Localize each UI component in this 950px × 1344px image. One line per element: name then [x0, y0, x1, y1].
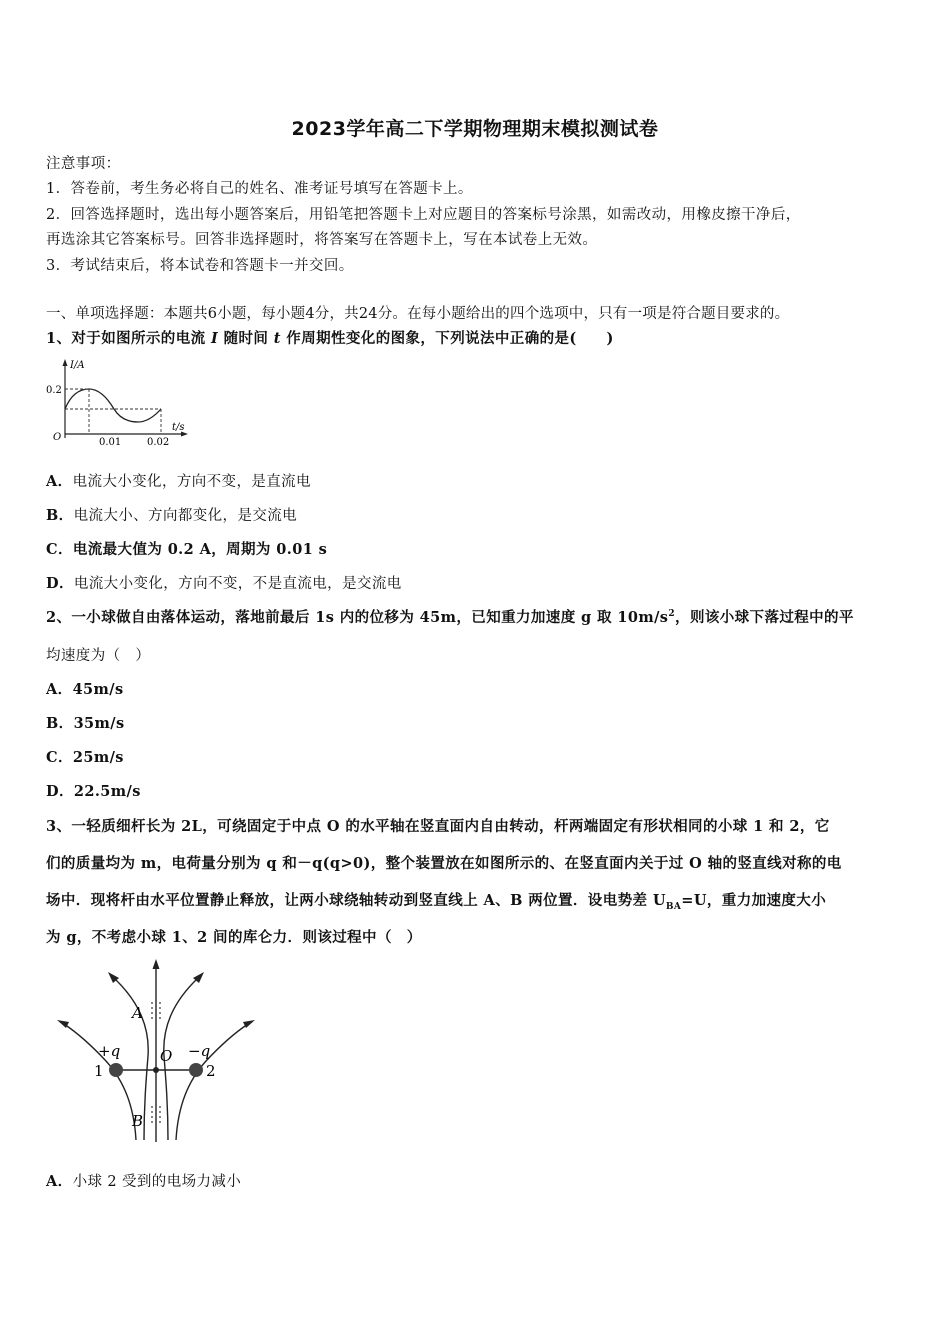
q1-option-c: C．电流最大值为 0.2 A，周期为 0.01 s: [46, 541, 328, 558]
label-b: B: [132, 1112, 144, 1130]
graph-xlabel: t/s: [172, 422, 185, 433]
question-3-line-4: 为 g，不考虑小球 1、2 间的库仑力．则该过程中（ ）: [46, 929, 422, 946]
note-item-1: 1．答卷前，考生务必将自己的姓名、准考证号填写在答题卡上。: [46, 181, 473, 197]
notes-heading: 注意事项：: [46, 156, 121, 172]
q1-option-d: D．电流大小变化，方向不变，不是直流电，是交流电: [46, 575, 402, 592]
graph-xtick-2: 0.02: [147, 437, 170, 448]
question-3-line-2: 们的质量均为 m，电荷量分别为 q 和－q(q>0)，整个装置放在如图所示的、在竖直面内关于过 O 轴的竖直线对称的电: [46, 855, 842, 872]
question-3-line-3: 场中．现将杆由水平位置静止释放，让两小球绕轴转动到竖直线上 A、B 两位置．设电势差 $U_{BA}=U$，重力加速度大小: [46, 892, 827, 912]
current-time-graph: [44, 356, 192, 448]
note-item-2-cont: 再选涂其它答案标号。回答非选择题时，将答案写在答题卡上，写在本试卷上无效。: [46, 232, 598, 248]
note-item-2: 2．回答选择题时，选出每小题答案后，用铅笔把答题卡上对应题目的答案标号涂黑，如需改动，用橡皮擦干净后，: [46, 207, 801, 223]
graph-ytick: 0.2: [46, 385, 62, 396]
graph-origin: O: [53, 432, 62, 443]
q1-option-a: A．电流大小变化，方向不变，是直流电: [46, 473, 311, 490]
question-3-line-1: 3、一轻质细杆长为 2L，可绕固定于中点 O 的水平轴在竖直面内自由转动，杆两端固定有形状相同的小球 1 和 2，它: [46, 818, 830, 835]
q3-option-a: A．小球 2 受到的电场力减小: [46, 1173, 242, 1190]
note-item-3: 3．考试结束后，将本试卷和答题卡一并交回。: [46, 258, 354, 274]
electric-field-figure: [48, 956, 264, 1146]
label-o: O: [160, 1047, 173, 1065]
question-2-stem: 2、一小球做自由落体运动，落地前最后 1s 内的位移为 45m，已知重力加速度 g 取 $10m/s^2$，则该小球下落过程中的平: [46, 609, 854, 626]
page-title: 2023学年高二下学期物理期末模拟测试卷: [291, 118, 659, 140]
q2-option-d: D．22.5m/s: [46, 783, 141, 800]
label-minus-q: −q: [188, 1042, 211, 1060]
question-2-stem-cont: 均速度为（ ）: [46, 648, 151, 664]
question-1-stem: 1、对于如图所示的电流 I 随时间 t 作周期性变化的图象，下列说法中正确的是( ): [46, 330, 614, 347]
label-ball-2: 2: [206, 1062, 216, 1080]
q2-option-b: B．35m/s: [46, 715, 125, 732]
q2-option-c: C．25m/s: [46, 749, 124, 766]
section-heading: 一、单项选择题：本题共6小题，每小题4分，共24分。在每小题给出的四个选项中，只有一项是符合题目要求的。: [46, 306, 790, 322]
graph-xtick-1: 0.01: [99, 437, 122, 448]
q1-option-b: B．电流大小、方向都变化，是交流电: [46, 507, 298, 524]
label-plus-q: +q: [98, 1042, 121, 1060]
label-a: A: [132, 1004, 143, 1022]
q2-option-a: A．45m/s: [46, 681, 124, 698]
label-ball-1: 1: [94, 1062, 104, 1080]
graph-ylabel: I/A: [70, 360, 85, 371]
